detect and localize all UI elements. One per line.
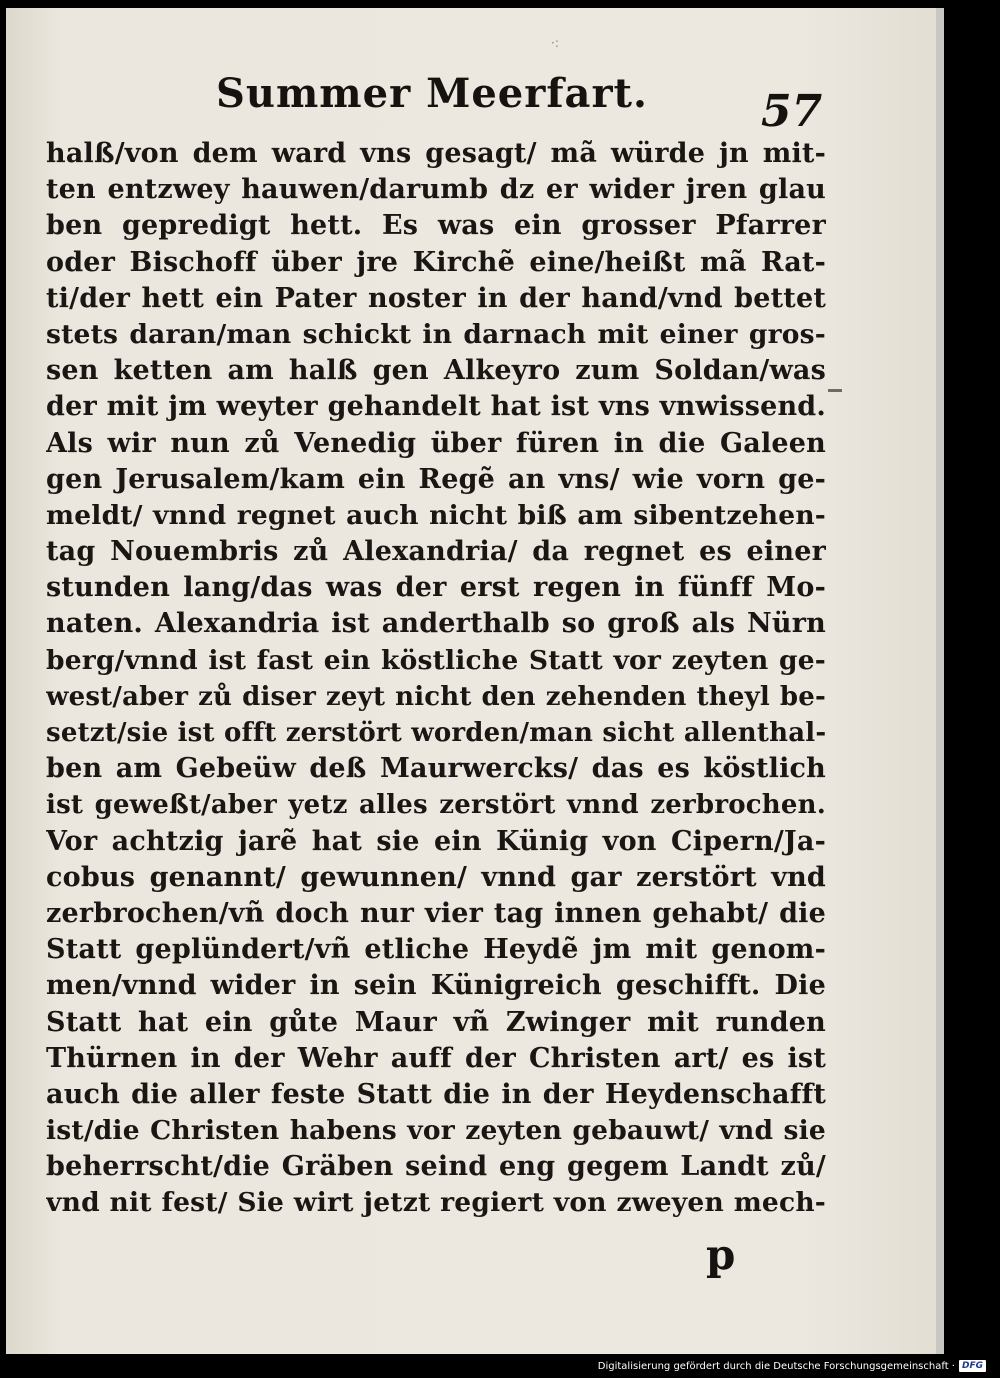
text-line: ist geweßt/aber yetz alles zerstört vnnd zerbrochen. [46, 790, 826, 821]
page-number: 57 [761, 86, 823, 137]
text-line: cobus genannt/ gewunnen/ vnnd gar zerstört vnd [46, 861, 826, 893]
text-line: Statt hat ein gůte Maur vñ Zwinger mit runden [46, 1006, 826, 1038]
text-line: tag Nouembris zů Alexandria/ da regnet es einer [46, 536, 826, 568]
text-line: oder Bischoff über jre Kirchẽ eine/heißt mã Rat‑ [46, 246, 826, 278]
text-line: beherrscht/die Gräben seind eng gegem Landt zů/ [46, 1151, 826, 1183]
body-text [46, 136, 826, 1222]
dfg-logo-icon: DFG [959, 1360, 986, 1372]
text-line: berg/vnnd ist fast ein köstliche Statt vor zeyten ge‑ [46, 644, 826, 676]
text-line: ben am Gebeüw deß Maurwercks/ das es köstlich [46, 753, 826, 785]
text-line: vnd nit fest/ Sie wirt jetzt regiert von zweyen mech‑ [46, 1187, 826, 1219]
text-line: Thürnen in der Wehr auff der Christen art/ es ist [46, 1042, 826, 1074]
text-line: setzt/sie ist offt zerstört worden/man sicht allenthal‑ [46, 718, 826, 748]
text-line: sen ketten am halß gen Alkeyro zum Soldan/was [46, 355, 826, 387]
footer-credit-text: Digitalisierung gefördert durch die Deutsche Forschungsgemeinschaft · [597, 1360, 955, 1372]
text-line: Vor achtzig jarẽ hat sie ein Künig von Cipern/Ja‑ [46, 825, 826, 857]
paper-speck: ·: [551, 36, 559, 50]
text-line: ten entzwey hauwen/darumb dz er wider jren glau [46, 174, 826, 206]
text-line: auch die aller feste Statt die in der Heydenschafft [46, 1078, 826, 1110]
text-line: naten. Alexandria ist anderthalb so groß als Nürn [46, 608, 826, 640]
text-line: Als wir nun zů Venedig über füren in die Galeen [46, 427, 826, 459]
text-line: stets daran/man schickt in darnach mit einer gros‑ [46, 318, 826, 350]
signature-mark: p [706, 1230, 736, 1279]
footer-credit [598, 1358, 986, 1374]
text-line: halß/von dem ward vns gesagt/ mã würde jn mit‑ [46, 138, 826, 169]
text-line: Statt geplündert/vñ etliche Heydẽ jm mit genom‑ [46, 934, 826, 966]
margin-dash [828, 389, 842, 392]
book-page [6, 8, 944, 1354]
text-line: ben gepredigt hett. Es was ein grosser Pfarrer [46, 210, 826, 242]
text-line: stunden lang/das was der erst regen in fünff Mo‑ [46, 572, 826, 604]
text-line: zerbrochen/vñ doch nur vier tag innen gehabt/ die [46, 897, 826, 929]
running-title: Summer Meerfart. [216, 70, 648, 117]
text-line: men/vnnd wider in sein Künigreich geschifft. Die [46, 970, 826, 1002]
text-line: meldt/ vnnd regnet auch nicht biß am sibentzehen‑ [46, 499, 826, 531]
text-line: der mit jm weyter gehandelt hat ist vns vnwissend. [46, 391, 826, 423]
text-line: gen Jerusalem/kam ein Regẽ an vns/ wie vorn ge‑ [46, 463, 826, 495]
text-line: ti/der hett ein Pater noster in der hand/vnd bettet [46, 282, 826, 314]
text-line: ist/die Christen habens vor zeyten gebauwt/ vnd sie [46, 1115, 826, 1147]
text-line: west/aber zů diser zeyt nicht den zehenden theyl be‑ [46, 681, 826, 712]
